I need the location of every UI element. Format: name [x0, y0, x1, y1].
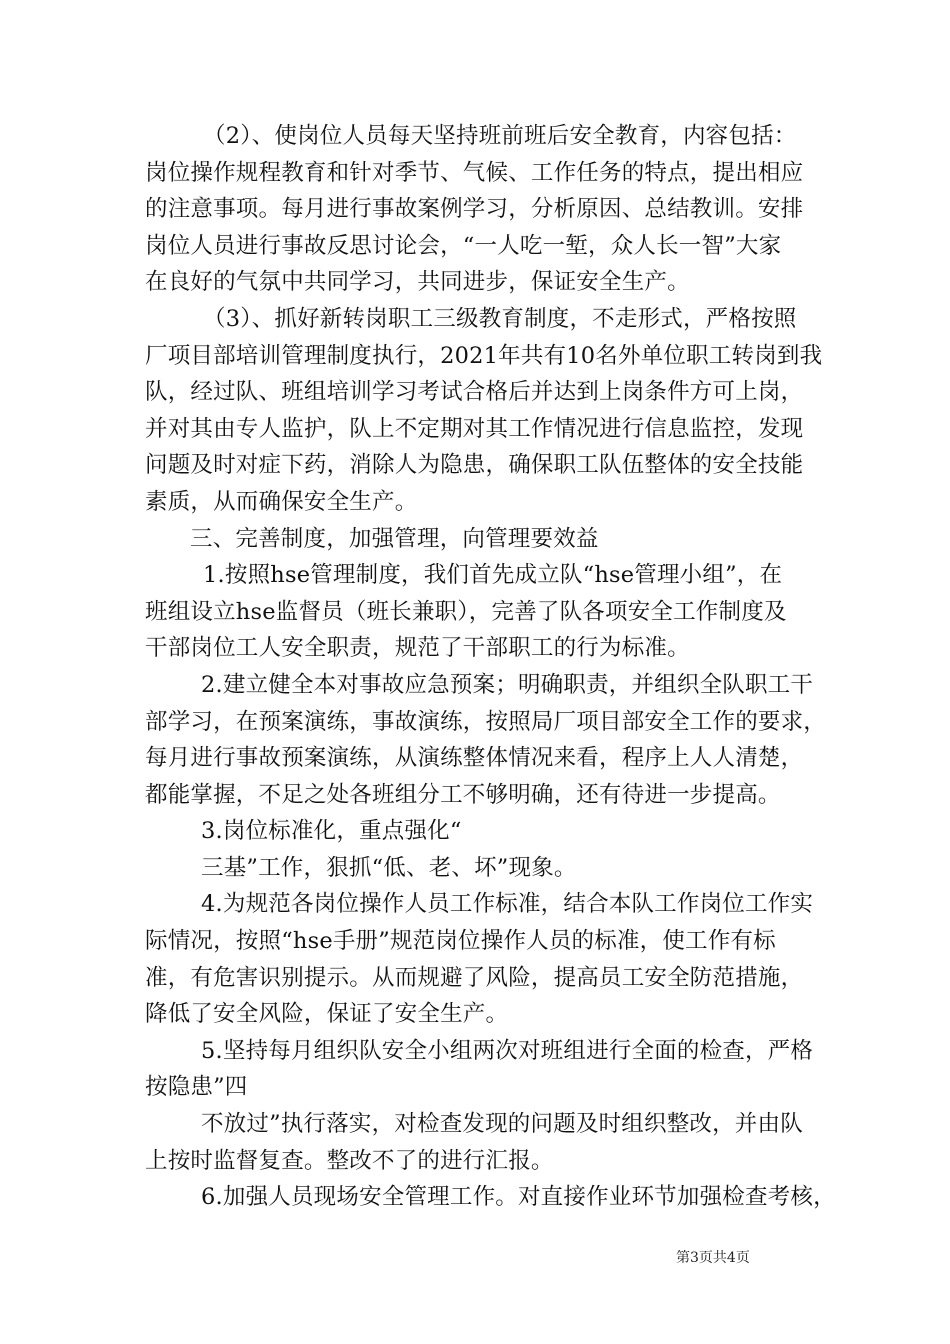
paragraph-line: 素质，从而确保安全生产。	[145, 488, 418, 515]
paragraph-line: 6.加强人员现场安全管理工作。对直接作业环节加强检查考核，	[201, 1184, 836, 1211]
paragraph-line: 在良好的气氛中共同学习，共同进步，保证安全生产。	[145, 269, 690, 296]
document-body	[145, 118, 836, 1216]
paragraph-line: 的注意事项。每月进行事故案例学习，分析原因、总结教训。安排	[145, 196, 804, 223]
paragraph-line: 1.按照hse管理制度，我们首先成立队“hse管理小组”，在	[203, 562, 783, 589]
paragraph-line: 干部岗位工人安全职责，规范了干部职工的行为标准。	[145, 635, 690, 662]
section-heading: 三、完善制度，加强管理，向管理要效益	[190, 525, 599, 552]
paragraph-line: 3.岗位标准化，重点强化“	[201, 818, 462, 845]
paragraph-line: （3）、抓好新转岗职工三级教育制度，不走形式，严格按照	[203, 305, 797, 332]
paragraph-line: 都能掌握，不足之处各班组分工不够明确，还有待进一步提高。	[145, 781, 781, 808]
paragraph-line: 5.坚持每月组织队安全小组两次对班组进行全面的检查，严格	[201, 1037, 814, 1064]
page-number: 第3页共4页	[676, 1250, 750, 1266]
paragraph-line: 部学习，在预案演练，事故演练，按照局厂项目部安全工作的要求，	[145, 708, 827, 735]
paragraph-line: 问题及时对症下药，消除人为隐患，确保职工队伍整体的安全技能	[145, 452, 804, 479]
paragraph-line: 2.建立健全本对事故应急预案；明确职责，并组织全队职工干	[201, 671, 814, 698]
paragraph-line: （2）、使岗位人员每天坚持班前班后安全教育，内容包括：	[203, 123, 797, 149]
paragraph-line: 上按时监督复查。整改不了的进行汇报。	[145, 1147, 554, 1174]
paragraph-line: 岗位人员进行事故反思讨论会，“一人吃一堑，众人长一智”大家	[145, 232, 782, 259]
paragraph-line: 班组设立hse监督员（班长兼职），完善了队各项安全工作制度及	[145, 598, 787, 625]
paragraph-line: 准，有危害识别提示。从而规避了风险，提高员工安全防范措施，	[145, 964, 804, 991]
paragraph-line: 按隐患”四	[145, 1074, 248, 1101]
paragraph-line: 队，经过队、班组培训学习考试合格后并达到上岗条件方可上岗，	[145, 379, 804, 406]
paragraph-line: 4.为规范各岗位操作人员工作标准，结合本队工作岗位工作实	[201, 891, 814, 918]
paragraph-line: 际情况，按照“hse手册”规范岗位操作人员的标准，使工作有标	[145, 928, 776, 955]
paragraph-line: 厂项目部培训管理制度执行，2021年共有10名外单位职工转岗到我	[145, 342, 823, 369]
paragraph-line: 不放过”执行落实，对检查发现的问题及时组织整改，并由队	[201, 1111, 803, 1138]
paragraph-line: 降低了安全风险，保证了安全生产。	[145, 1001, 509, 1028]
paragraph-line: 每月进行事故预案演练，从演练整体情况来看，程序上人人清楚，	[145, 745, 804, 772]
paragraph-line: 岗位操作规程教育和针对季节、气候、工作任务的特点，提出相应	[145, 159, 804, 186]
paragraph-line: 三基”工作，狠抓“低、老、坏”现象。	[201, 854, 577, 881]
paragraph-line: 并对其由专人监护，队上不定期对其工作情况进行信息监控，发现	[145, 415, 804, 442]
